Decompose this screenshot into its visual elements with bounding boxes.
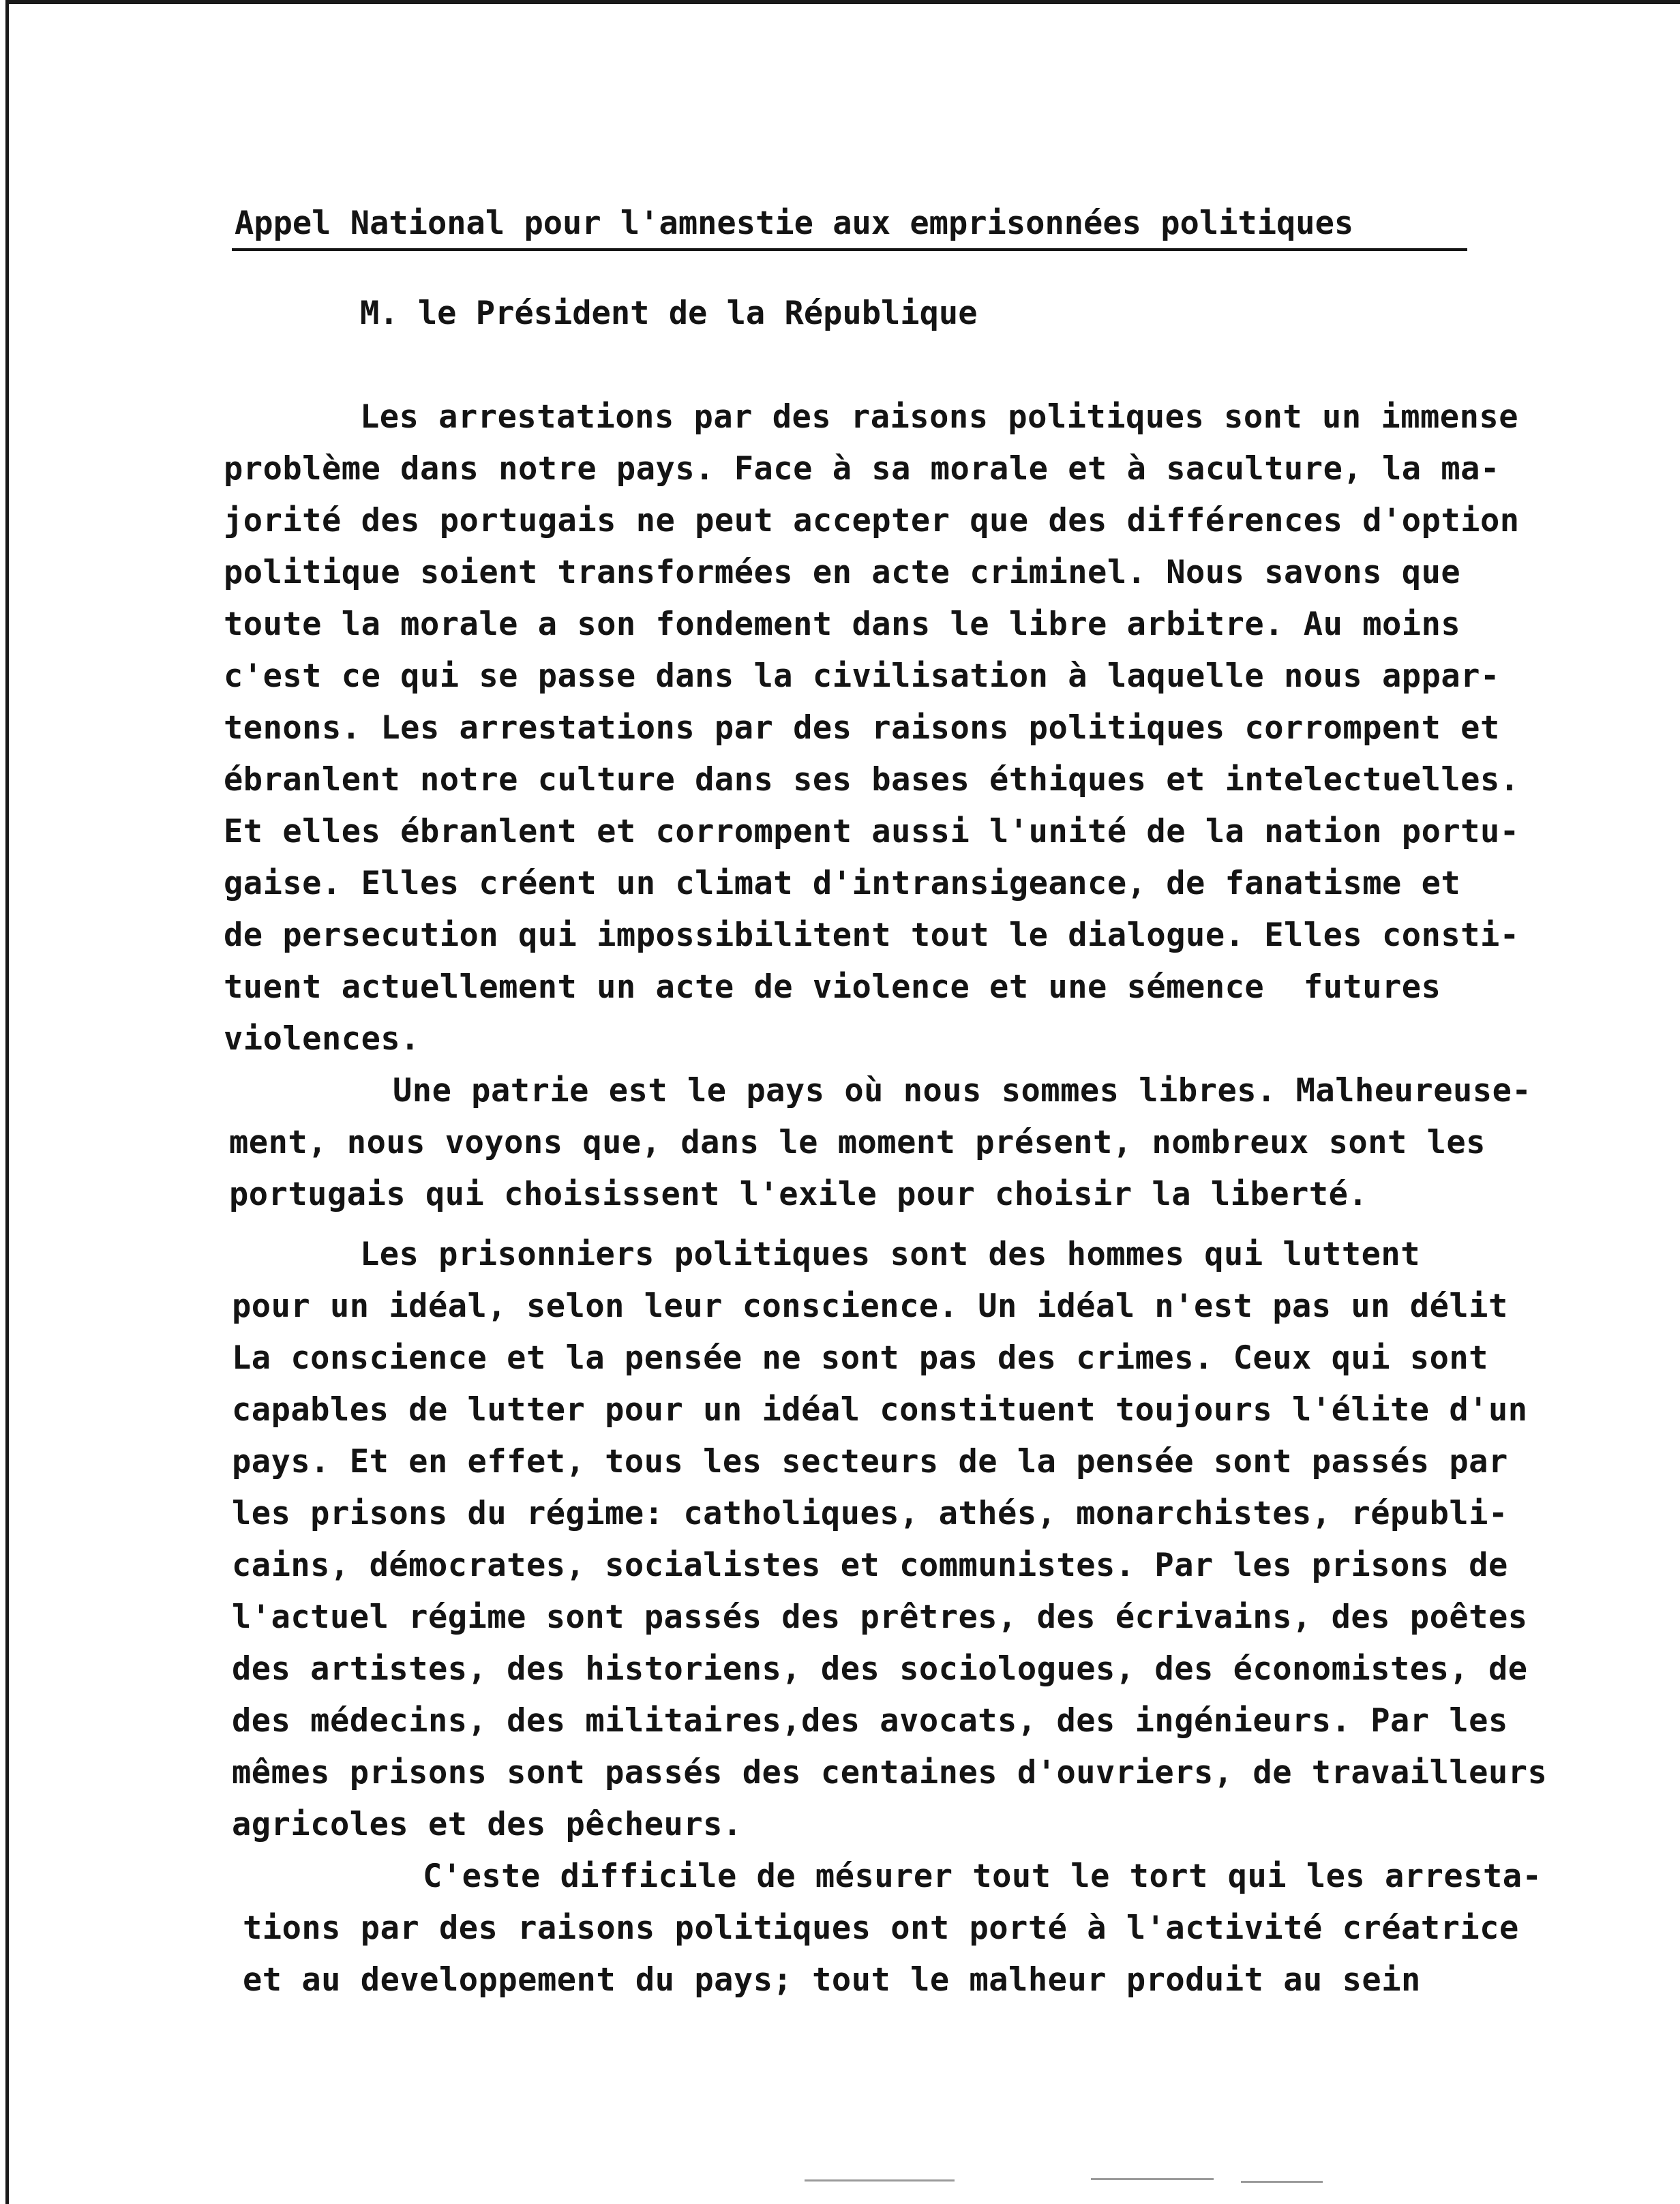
- body-line: pour un idéal, selon leur conscience. Un idéal n'est pas un délit: [232, 1287, 1508, 1325]
- body-line: Une patrie est le pays où nous sommes libres. Malheureuse-: [393, 1072, 1532, 1110]
- scan-noise-mark: [1241, 2181, 1323, 2183]
- body-line: violences.: [224, 1020, 420, 1058]
- body-line: tuent actuellement un acte de violence et une sémence futures: [224, 968, 1441, 1006]
- body-line: problème dans notre pays. Face à sa morale et à saculture, la ma-: [224, 450, 1500, 488]
- body-line: ment, nous voyons que, dans le moment présent, nombreux sont les: [229, 1124, 1486, 1161]
- title-underline: [232, 248, 1467, 251]
- document-title: Appel National pour l'amnestie aux emprisonnées politiques: [235, 205, 1354, 242]
- body-line: jorité des portugais ne peut accepter que des différences d'option: [224, 502, 1520, 539]
- body-line: politique soient transformées en acte criminel. Nous savons que: [224, 554, 1461, 591]
- body-line: tenons. Les arrestations par des raisons politiques corrompent et: [224, 709, 1500, 747]
- page-top-edge: [5, 0, 1680, 4]
- body-line: tions par des raisons politiques ont porté à l'activité créatrice: [243, 1909, 1519, 1947]
- scan-noise-mark: [805, 2179, 955, 2181]
- body-line: et au developpement du pays; tout le malheur produit au sein: [243, 1961, 1421, 1999]
- body-line: mêmes prisons sont passés des centaines d'ouvriers, de travailleurs: [232, 1754, 1548, 1791]
- scan-noise-mark: [1091, 2178, 1214, 2180]
- body-line: La conscience et la pensée ne sont pas des crimes. Ceux qui sont: [232, 1339, 1488, 1377]
- body-line: Et elles ébranlent et corrompent aussi l'unité de la nation portu-: [224, 813, 1520, 850]
- body-line: capables de lutter pour un idéal constituent toujours l'élite d'un: [232, 1391, 1528, 1429]
- body-line: agricoles et des pêcheurs.: [232, 1806, 742, 1843]
- body-line: de persecution qui impossibilitent tout le dialogue. Elles consti-: [224, 917, 1520, 954]
- body-line: Les prisonniers politiques sont des hommes qui luttent: [360, 1236, 1421, 1273]
- body-line: toute la morale a son fondement dans le libre arbitre. Au moins: [224, 606, 1461, 643]
- body-line: les prisons du régime: catholiques, athés, monarchistes, républi-: [232, 1495, 1508, 1532]
- body-line: Les arrestations par des raisons politiques sont un immense: [360, 398, 1518, 436]
- body-line: portugais qui choisissent l'exile pour choisir la liberté.: [229, 1176, 1368, 1213]
- body-line: des médecins, des militaires,des avocats, des ingénieurs. Par les: [232, 1702, 1508, 1740]
- salutation: M. le Président de la République: [360, 295, 978, 332]
- body-line: l'actuel régime sont passés des prêtres, des écrivains, des poêtes: [232, 1598, 1528, 1636]
- body-line: c'est ce qui se passe dans la civilisation à laquelle nous appar-: [224, 657, 1500, 695]
- body-line: cains, démocrates, socialistes et communistes. Par les prisons de: [232, 1547, 1508, 1584]
- page-left-edge: [5, 0, 9, 2204]
- body-line: gaise. Elles créent un climat d'intransigeance, de fanatisme et: [224, 865, 1461, 902]
- body-line: C'este difficile de mésurer tout le tort qui les arresta-: [423, 1858, 1542, 1895]
- body-line: pays. Et en effet, tous les secteurs de la pensée sont passés par: [232, 1443, 1508, 1480]
- body-line: des artistes, des historiens, des sociologues, des économistes, de: [232, 1650, 1528, 1688]
- body-line: ébranlent notre culture dans ses bases éthiques et intelectuelles.: [224, 761, 1520, 799]
